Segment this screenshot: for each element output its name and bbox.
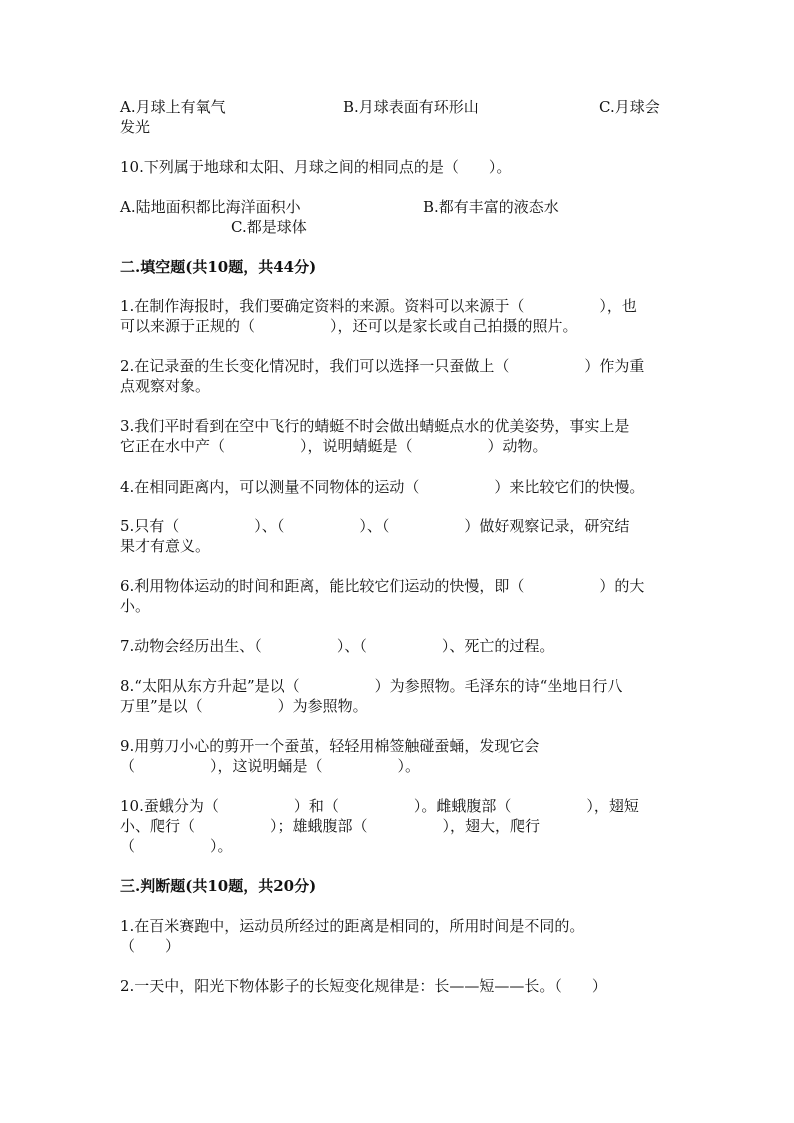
fill-q9-line1: 9.用剪刀小心的剪开一个蚕茧，轻轻用棉签触碰蚕蛹，发现它会 [120,737,540,755]
fill-q10-line1: 10.蚕蛾分为（ ）和（ ）。雌蛾腹部（ ），翅短 [120,797,639,815]
q10-option-a: A.陆地面积都比海洋面积小 [120,198,301,216]
fill-q7-line1: 7.动物会经历出生、（ ）、（ ）、死亡的过程。 [120,637,555,655]
fill-q5-line2: 果才有意义。 [120,537,211,555]
q9-option-c: C.月球会 [599,98,660,116]
fill-q10-line2: 小、爬行（ ）；雄蛾腹部（ ），翅大，爬行 [120,817,541,835]
fill-q1-line1: 1.在制作海报时，我们要确定资料的来源。资料可以来源于（ ），也 [120,297,637,315]
judge-q1-line2: （ ） [120,937,181,955]
q10-option-b: B.都有丰富的液态水 [423,198,559,216]
section-2-title: 二.填空题(共10题，共44分) [120,258,317,276]
judge-q1-line1: 1.在百米赛跑中，运动员所经过的距离是相同的，所用时间是不同的。 [120,917,585,935]
judge-q2-line1: 2.一天中，阳光下物体影子的长短变化规律是：长——短——长。（ ） [120,977,607,995]
q9-option-b: B.月球表面有环形山 [343,98,479,116]
q10-option-c: C.都是球体 [231,218,307,236]
fill-q4-line1: 4.在相同距离内，可以测量不同物体的运动（ ）来比较它们的快慢。 [120,478,645,496]
fill-q8-line2: 万里”是以（ ）为参照物。 [120,697,368,715]
q9-option-a: A.月球上有氧气 [120,98,226,116]
fill-q5-line1: 5.只有（ ）、（ ）、（ ）做好观察记录，研究结 [120,517,630,535]
section-3-title: 三.判断题(共10题，共20分) [120,877,317,895]
fill-q3-line1: 3.我们平时看到在空中飞行的蜻蜓不时会做出蜻蜓点水的优美姿势，事实上是 [120,417,630,435]
fill-q6-line2: 小。 [120,597,151,615]
fill-q1-line2: 可以来源于正规的（ ），还可以是家长或自己拍摄的照片。 [120,317,578,335]
fill-q2-line1: 2.在记录蚕的生长变化情况时，我们可以选择一只蚕做上（ ）作为重 [120,357,645,375]
fill-q2-line2: 点观察对象。 [120,377,211,395]
fill-q10-line3: （ ）。 [120,837,233,855]
fill-q9-line2: （ ），这说明蛹是（ ）。 [120,757,421,775]
q9-option-c-continued: 发光 [120,118,151,136]
fill-q6-line1: 6.利用物体运动的时间和距离，能比较它们运动的快慢，即（ ）的大 [120,577,645,595]
fill-q3-line2: 它正在水中产（ ），说明蜻蜓是（ ）动物。 [120,437,548,455]
q10-stem: 10.下列属于地球和太阳、月球之间的相同点的是（ ）。 [120,158,512,176]
fill-q8-line1: 8.“太阳从东方升起”是以（ ）为参照物。毛泽东的诗“坐地日行八 [120,677,623,695]
